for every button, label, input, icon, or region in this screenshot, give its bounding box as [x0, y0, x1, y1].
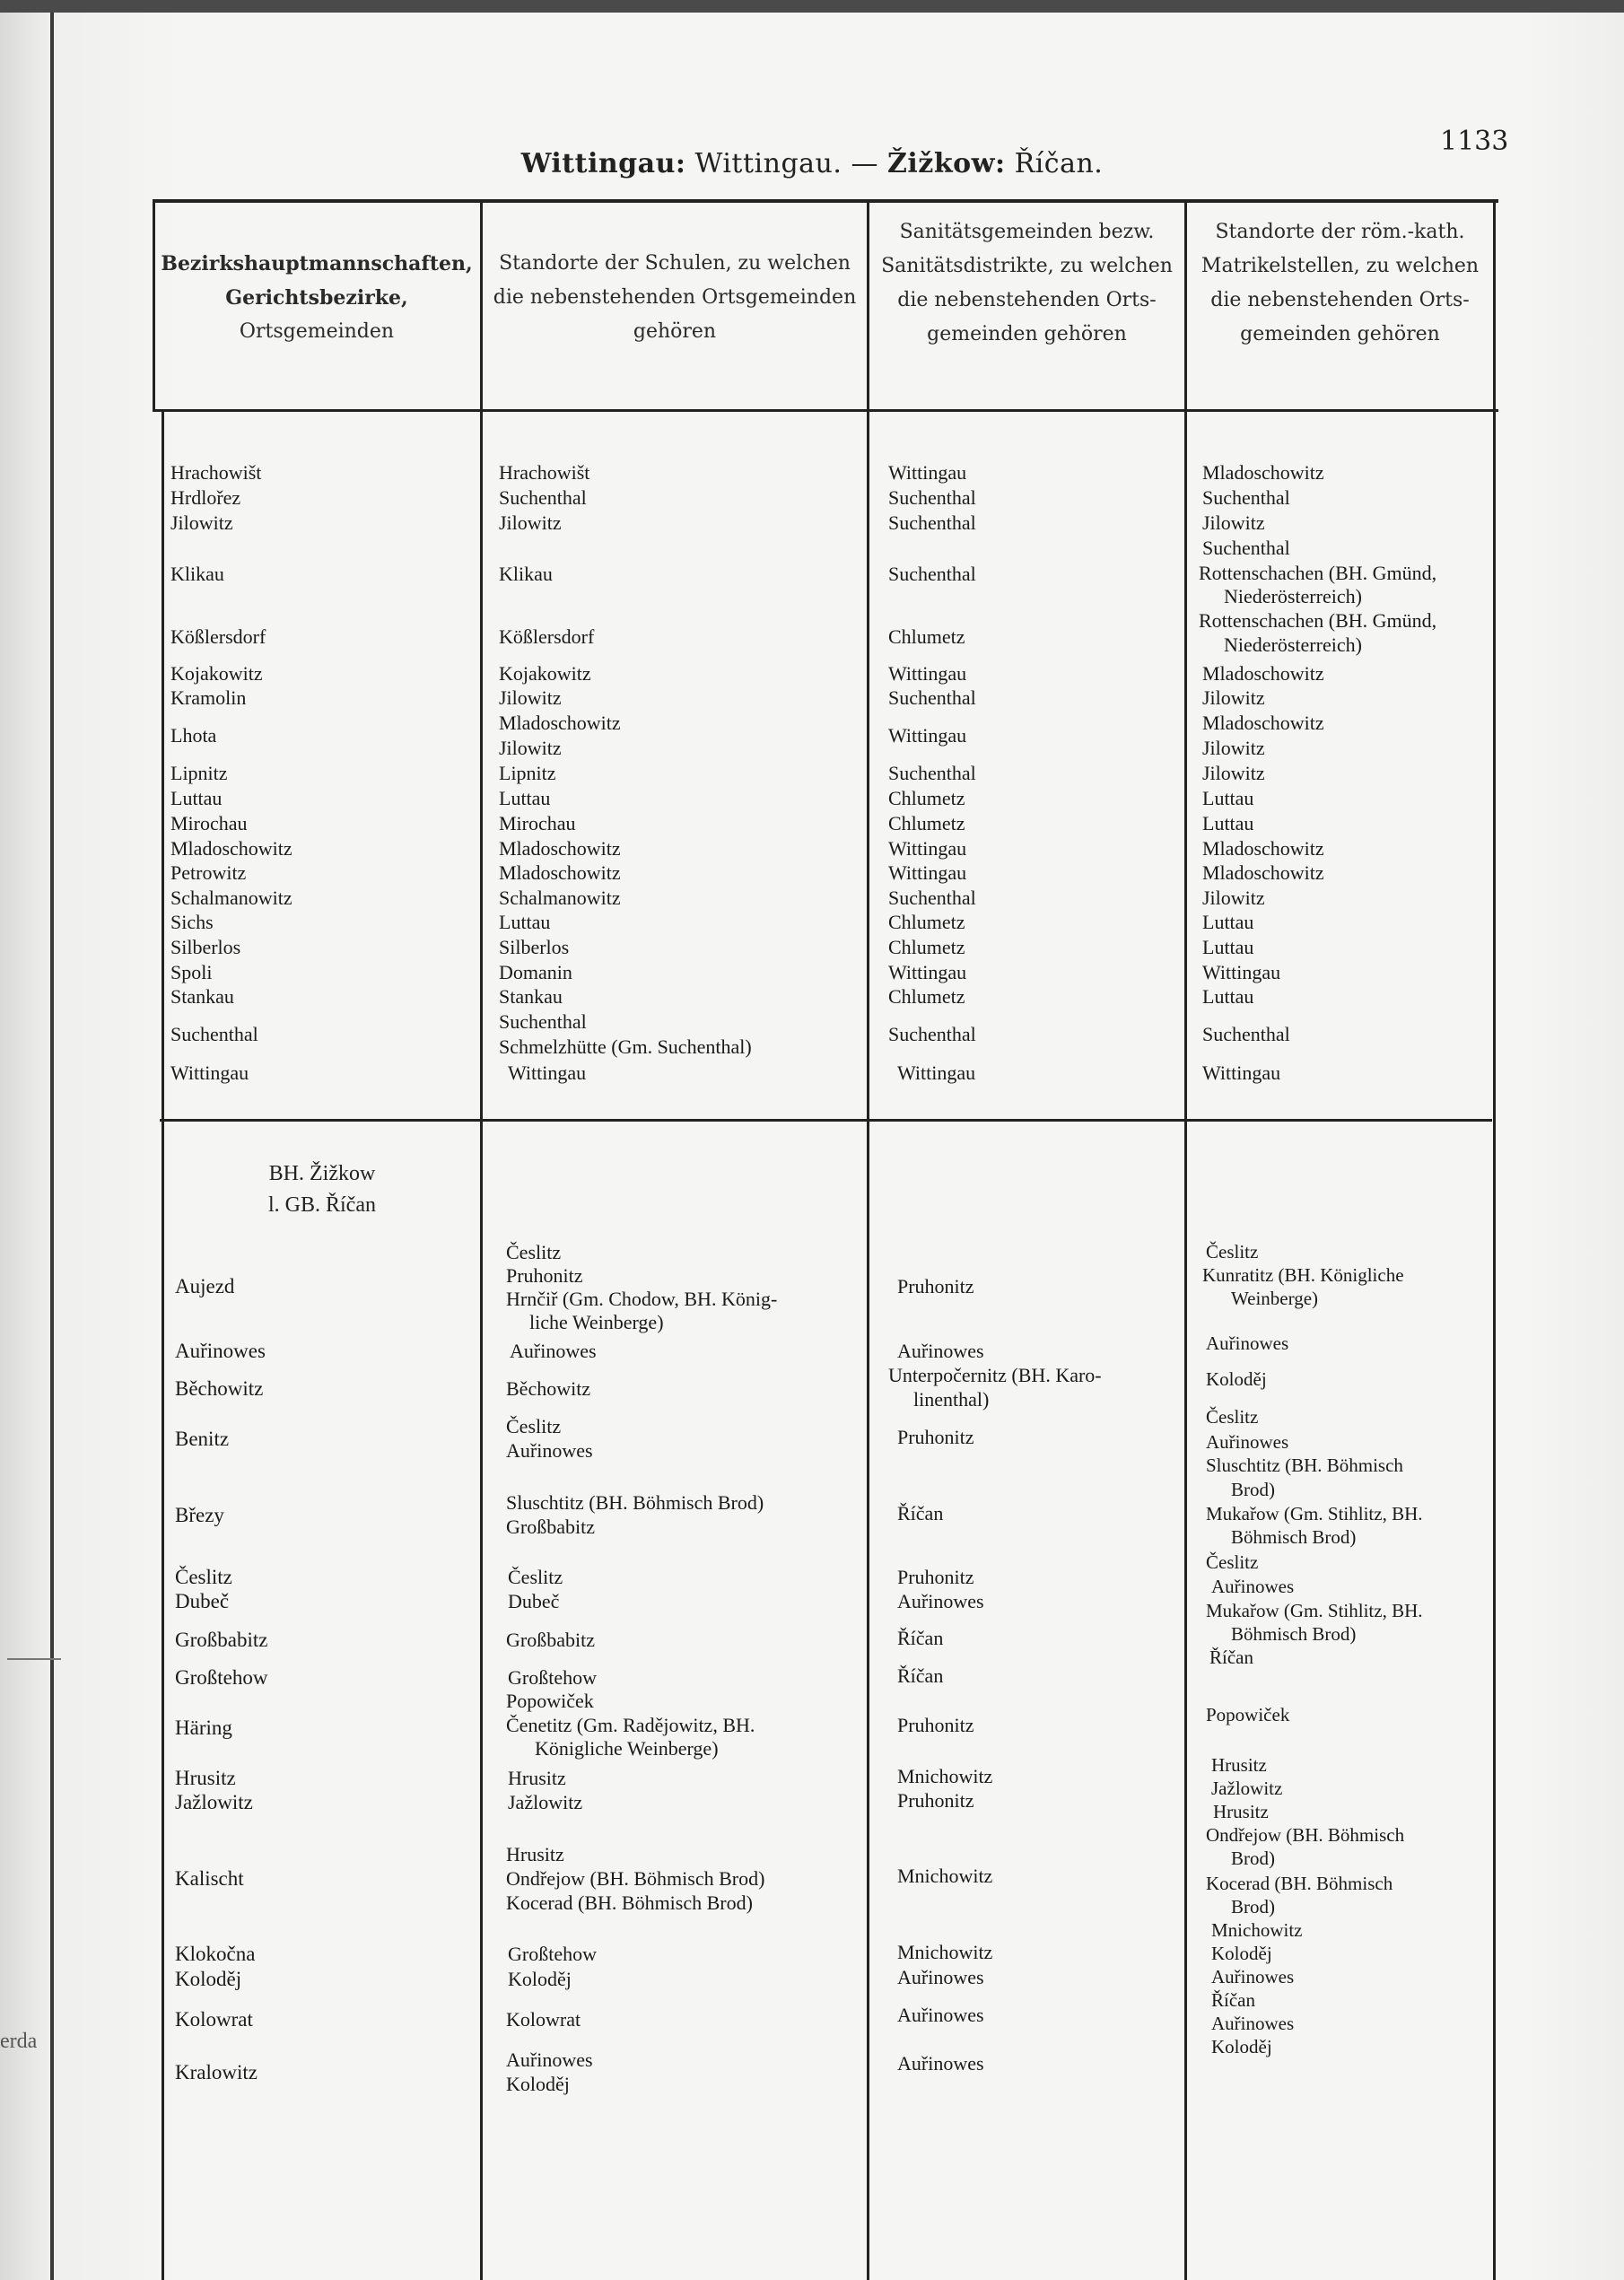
page-header: [0, 148, 1624, 179]
list-item: Luttau: [1202, 911, 1254, 933]
list-item: Sichs: [170, 911, 214, 933]
list-item: Jilowitz: [170, 511, 233, 534]
list-item: Česlitz: [175, 1566, 232, 1588]
list-item: Wittingau: [888, 861, 967, 884]
list-item: Čenetitz (Gm. Radějowitz, BH.: [506, 1714, 755, 1736]
list-item: Mnichowitz: [1211, 1919, 1303, 1941]
list-item: Chlumetz: [888, 625, 965, 648]
list-item: Suchenthal: [499, 486, 587, 509]
list-item: Auřinowes: [506, 2049, 593, 2071]
list-item: Jilowitz: [1202, 511, 1265, 534]
list-item: Auřinowes: [175, 1340, 266, 1362]
list-item: Jilowitz: [1202, 737, 1265, 759]
list-item: Schalmanowitz: [170, 887, 292, 909]
section-rule: [160, 1119, 1492, 1122]
list-item: liche Weinberge): [529, 1311, 664, 1333]
list-item: Česlitz: [1206, 1551, 1259, 1573]
list-item: Schmelzhütte (Gm. Suchenthal): [499, 1035, 752, 1058]
list-item: Mladoschowitz: [1202, 712, 1324, 734]
list-item: Luttau: [1202, 985, 1254, 1008]
header-rule: [153, 409, 1498, 412]
list-item: Auřinowes: [897, 2004, 984, 2026]
list-item: Häring: [175, 1717, 232, 1739]
list-item: Wittingau: [170, 1061, 249, 1084]
header-col-3-line1: Sanitätsgemeinden bezw.: [899, 221, 1155, 243]
header-col-4-line2: Matrikelstellen, zu welchen: [1201, 255, 1480, 277]
list-item: Auřinowes: [1206, 1332, 1289, 1354]
section2-title: [164, 1162, 480, 1218]
list-item: Česlitz: [1206, 1241, 1259, 1262]
list-item: Chlumetz: [888, 812, 965, 834]
list-item: Suchenthal: [1202, 486, 1290, 509]
list-item: Großbabitz: [506, 1516, 595, 1538]
list-item: Großbabitz: [175, 1629, 268, 1651]
list-item: Dubeč: [175, 1590, 230, 1612]
list-item: Luttau: [1202, 812, 1254, 834]
list-item: Popowiček: [1206, 1704, 1290, 1725]
list-item: Wittingau: [508, 1061, 587, 1084]
list-item: Ondřejow (BH. Böhmisch Brod): [506, 1867, 765, 1890]
list-item: Suchenthal: [888, 887, 976, 909]
header-col-2: [483, 247, 867, 349]
list-item: Mladoschowitz: [1202, 461, 1324, 484]
list-item: Jilowitz: [499, 737, 562, 759]
list-item: Unterpočernitz (BH. Karo-: [888, 1364, 1102, 1386]
list-item: Mnichowitz: [897, 1941, 993, 1963]
list-item: Suchenthal: [888, 762, 976, 784]
list-item: Pruhonitz: [897, 1275, 974, 1297]
list-item: Großtehow: [175, 1666, 268, 1689]
list-item: Luttau: [499, 911, 551, 933]
list-item: Březy: [175, 1504, 224, 1526]
header-col-4: [1187, 215, 1493, 352]
list-item: Böhmisch Brod): [1231, 1526, 1357, 1548]
header-col-4-line1: Standorte der röm.-kath.: [1215, 221, 1465, 243]
list-item: Mnichowitz: [897, 1865, 993, 1887]
list-item: Popowiček: [506, 1690, 594, 1712]
list-item: Klikau: [170, 563, 224, 585]
list-item: Kößlersdorf: [170, 625, 266, 648]
list-item: Silberlos: [499, 936, 570, 958]
list-item: Jažlowitz: [175, 1791, 253, 1813]
list-item: Dubeč: [508, 1590, 560, 1612]
list-item: Stankau: [499, 985, 563, 1008]
list-item: Mirochau: [499, 812, 576, 834]
list-item: Sluschtitz (BH. Böhmisch: [1206, 1454, 1403, 1476]
list-item: Říčan: [1209, 1647, 1253, 1668]
list-item: Hrachowišt: [170, 461, 262, 484]
list-item: Říčan: [1211, 1989, 1255, 2011]
page-number: 1133: [1440, 126, 1509, 157]
list-item: Auřinowes: [897, 1590, 984, 1612]
list-item: Pruhonitz: [506, 1264, 583, 1287]
scan-mark: [7, 1658, 61, 1660]
list-item: Klokočna: [175, 1943, 256, 1965]
scan-border-top: [0, 0, 1624, 13]
header-col-2-line2: die nebenstehenden Ortsgemeinden: [493, 286, 857, 309]
list-item: Luttau: [1202, 787, 1254, 809]
list-item: Lipnitz: [499, 762, 556, 784]
list-item: Spoli: [170, 961, 213, 983]
list-item: Niederösterreich): [1224, 633, 1362, 656]
list-item: Chlumetz: [888, 911, 965, 933]
list-item: Mladoschowitz: [1202, 861, 1324, 884]
list-item: Hrdlořez: [170, 486, 241, 509]
list-item: Auřinowes: [1211, 1966, 1295, 1987]
header-col-1: [154, 247, 479, 349]
list-item: Jilowitz: [499, 686, 562, 709]
list-item: linenthal): [913, 1388, 990, 1411]
header-col-4-line4: gemeinden gehören: [1240, 323, 1440, 345]
header-left-bold: Wittingau:: [520, 148, 686, 179]
header-right-bold: Žižkow:: [887, 148, 1006, 179]
list-item: Wittingau: [1202, 961, 1281, 983]
list-item: Mladoschowitz: [170, 837, 292, 860]
list-item: Jilowitz: [1202, 762, 1265, 784]
list-item: Mirochau: [170, 812, 248, 834]
list-item: Koloděj: [1211, 1943, 1272, 1964]
list-item: Hrusitz: [175, 1767, 236, 1789]
list-item: Hrusitz: [1211, 1754, 1267, 1776]
list-item: Mukařow (Gm. Stihlitz, BH.: [1206, 1503, 1423, 1524]
col-line-0b: [162, 409, 164, 2280]
list-item: Suchenthal: [888, 1023, 976, 1045]
list-item: Chlumetz: [888, 936, 965, 958]
list-item: Mukařow (Gm. Stihlitz, BH.: [1206, 1600, 1423, 1621]
list-item: Brod): [1231, 1479, 1275, 1500]
header-col-1-line2: Gerichtsbezirke,: [225, 286, 408, 310]
list-item: Lhota: [170, 724, 217, 747]
list-item: Benitz: [175, 1428, 230, 1450]
header-left: Wittingau. —: [694, 148, 878, 179]
list-item: Auřinowes: [1211, 1576, 1295, 1597]
list-item: Hrachowišt: [499, 461, 590, 484]
list-item: Mladoschowitz: [1202, 662, 1324, 685]
list-item: Königliche Weinberge): [535, 1737, 719, 1760]
list-item: Běchowitz: [506, 1377, 591, 1400]
list-item: Pruhonitz: [897, 1426, 974, 1448]
header-col-4-line3: die nebenstehenden Orts-: [1210, 289, 1470, 311]
list-item: Wittingau: [888, 961, 967, 983]
list-item: Luttau: [170, 787, 223, 809]
edge-fragment: erda: [0, 2030, 38, 2053]
list-item: Mladoschowitz: [1202, 837, 1324, 860]
list-item: Luttau: [1202, 936, 1254, 958]
list-item: Stankau: [170, 985, 234, 1008]
list-item: Luttau: [499, 787, 551, 809]
list-item: Suchenthal: [499, 1010, 587, 1033]
list-item: Mladoschowitz: [499, 837, 621, 860]
list-item: Brod): [1231, 1848, 1275, 1869]
list-item: Koloděj: [175, 1968, 242, 1990]
list-item: Říčan: [897, 1627, 944, 1649]
section2-title-line2: l. GB. Říčan: [268, 1193, 376, 1217]
list-item: Lipnitz: [170, 762, 228, 784]
list-item: Ondřejow (BH. Böhmisch: [1206, 1824, 1405, 1846]
list-item: Wittingau: [888, 662, 967, 685]
list-item: Klikau: [499, 563, 553, 585]
list-item: Wittingau: [897, 1061, 976, 1084]
list-item: Kojakowitz: [499, 662, 591, 685]
header-col-3: [869, 215, 1184, 352]
list-item: Suchenthal: [170, 1023, 258, 1045]
list-item: Großtehow: [508, 1943, 597, 1965]
list-item: Silberlos: [170, 936, 241, 958]
list-item: Auřinowes: [897, 2052, 984, 2075]
list-item: Jilowitz: [499, 511, 562, 534]
list-item: Petrowitz: [170, 861, 247, 884]
list-item: Hrnčiř (Gm. Chodow, BH. König-: [506, 1288, 778, 1310]
section2-title-line1: BH. Žižkow: [268, 1162, 376, 1185]
list-item: Česlitz: [508, 1566, 563, 1588]
list-item: Rottenschachen (BH. Gmünd,: [1199, 609, 1437, 632]
list-item: Auřinowes: [506, 1439, 593, 1462]
list-item: Koloděj: [1206, 1368, 1267, 1390]
list-item: Auřinowes: [510, 1340, 597, 1362]
list-item: Pruhonitz: [897, 1789, 974, 1812]
header-col-1-line1: Bezirkshauptmannschaften,: [161, 252, 473, 275]
list-item: Suchenthal: [888, 486, 976, 509]
list-item: Wittingau: [888, 837, 967, 860]
list-item: Sluschtitz (BH. Böhmisch Brod): [506, 1491, 764, 1514]
header-right: Říčan.: [1014, 148, 1104, 179]
list-item: Česlitz: [506, 1241, 562, 1263]
list-item: Wittingau: [888, 461, 967, 484]
col-line-2: [867, 199, 869, 2280]
list-item: Česlitz: [1206, 1406, 1259, 1428]
list-item: Großbabitz: [506, 1629, 595, 1651]
list-item: Hrusitz: [506, 1843, 564, 1865]
list-item: Auřinowes: [897, 1966, 984, 1988]
list-item: Hrusitz: [508, 1767, 566, 1789]
col-line-1: [480, 199, 483, 2280]
header-col-3-line3: die nebenstehenden Orts-: [897, 289, 1157, 311]
list-item: Kojakowitz: [170, 662, 263, 685]
list-item: Kolowrat: [175, 2008, 253, 2031]
list-item: Großtehow: [508, 1666, 597, 1689]
header-col-3-line2: Sanitätsdistrikte, zu welchen: [881, 255, 1173, 277]
list-item: Hrusitz: [1213, 1801, 1269, 1822]
list-item: Suchenthal: [888, 563, 976, 585]
header-col-3-line4: gemeinden gehören: [927, 323, 1127, 345]
list-item: Böhmisch Brod): [1231, 1623, 1357, 1645]
list-item: Běchowitz: [175, 1377, 264, 1400]
list-item: Mladoschowitz: [499, 712, 621, 734]
list-item: Kralowitz: [175, 2061, 258, 2083]
list-item: Auřinowes: [1206, 1431, 1289, 1453]
list-item: Říčan: [897, 1664, 944, 1687]
col-line-4: [1493, 199, 1496, 2280]
list-item: Jilowitz: [1202, 887, 1265, 909]
list-item: Mnichowitz: [897, 1765, 993, 1787]
list-item: Brod): [1231, 1896, 1275, 1917]
list-item: Auřinowes: [1211, 2013, 1295, 2034]
list-item: Niederösterreich): [1224, 585, 1362, 607]
list-item: Kalischt: [175, 1867, 244, 1890]
list-item: Říčan: [897, 1502, 944, 1524]
list-item: Chlumetz: [888, 787, 965, 809]
list-item: Česlitz: [506, 1415, 562, 1437]
list-item: Domanin: [499, 961, 572, 983]
header-col-2-line1: Standorte der Schulen, zu welchen: [499, 252, 851, 275]
header-col-2-line3: gehören: [633, 320, 717, 343]
list-item: Wittingau: [888, 724, 967, 747]
list-item: Kocerad (BH. Böhmisch Brod): [506, 1891, 753, 1914]
list-item: Jilowitz: [1202, 686, 1265, 709]
list-item: Suchenthal: [1202, 537, 1290, 559]
list-item: Wittingau: [1202, 1061, 1281, 1084]
list-item: Chlumetz: [888, 985, 965, 1008]
list-item: Mladoschowitz: [499, 861, 621, 884]
list-item: Weinberge): [1231, 1288, 1319, 1309]
list-item: Jažlowitz: [508, 1791, 583, 1813]
col-line-3: [1184, 199, 1187, 2280]
scan-border-left: [50, 13, 54, 2280]
table-top-rule: [153, 199, 1498, 203]
header-col-1-line3: Ortsgemeinden: [239, 320, 395, 343]
list-item: Suchenthal: [888, 511, 976, 534]
list-item: Suchenthal: [1202, 1023, 1290, 1045]
list-item: Kunratitz (BH. Königliche: [1202, 1264, 1404, 1286]
list-item: Kramolin: [170, 686, 247, 709]
list-item: Kößlersdorf: [499, 625, 595, 648]
list-item: Koloděj: [506, 2073, 570, 2095]
list-item: Koloděj: [1211, 2036, 1272, 2057]
list-item: Pruhonitz: [897, 1714, 974, 1736]
list-item: Jažlowitz: [1211, 1778, 1283, 1799]
list-item: Suchenthal: [888, 686, 976, 709]
list-item: Kolowrat: [506, 2008, 581, 2031]
list-item: Pruhonitz: [897, 1566, 974, 1588]
list-item: Schalmanowitz: [499, 887, 621, 909]
list-item: Auřinowes: [897, 1340, 984, 1362]
list-item: Kocerad (BH. Böhmisch: [1206, 1873, 1393, 1894]
list-item: Koloděj: [508, 1968, 572, 1990]
list-item: Aujezd: [175, 1275, 235, 1297]
list-item: Rottenschachen (BH. Gmünd,: [1199, 562, 1437, 584]
